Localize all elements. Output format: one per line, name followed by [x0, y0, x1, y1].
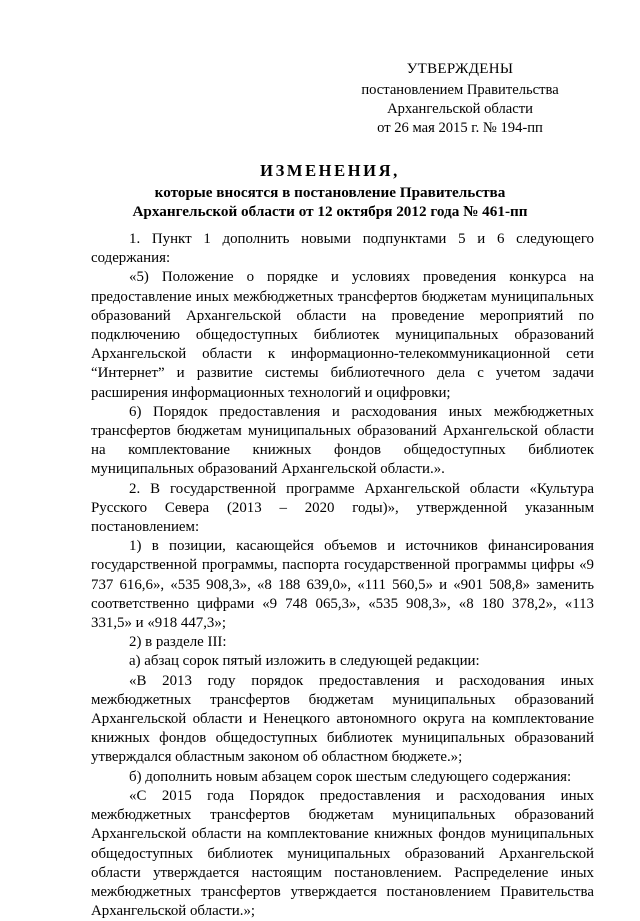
title-line-3: Архангельской области от 12 октября 2012 года № 461-пп: [132, 203, 528, 220]
paragraph: 1) в позиции, касающейся объемов и источников финансирования государственной программы, паспорта государственной программы цифры «9 737 616,6», «535 908,3», «8 188 639,0», «111 560,5» и «901 508,8» заменить соответственно цифрами «9 748 065,3», «535 908,3», «8 180 378,2», «113 331,5» и «918 447,3»;: [91, 538, 594, 632]
approval-heading: УТВЕРЖДЕНЫ: [406, 61, 514, 77]
paragraph: 1. Пункт 1 дополнить новыми подпунктами 5 и 6 следующего содержания:: [91, 231, 594, 267]
document-title: [60, 161, 600, 221]
paragraph: «В 2013 году порядок предоставления и расходования иных межбюджетных трансфертов бюджетам муниципальных образований Архангельской области и Ненецкого автономного округа на комплектование книжных фондов общедоступных библиотек муниципальных образований утверждался областным законом об областном бюджете.»;: [91, 672, 594, 766]
paragraph: а) абзац сорок пятый изложить в следующей редакции:: [129, 653, 480, 670]
paragraph: 2. В государственной программе Архангельской области «Культура Русского Севера (2013 – 2020 годы)», утвержденной указанным постановлением:: [91, 480, 594, 536]
paragraph: «С 2015 года Порядок предоставления и расходования иных межбюджетных трансфертов бюджетам муниципальных образований Архангельской области на комплектование книжных фондов муниципальных общедоступных библиотек муниципальных образований Архангельской области утверждается настоящим постановлением. Распределение иных межбюджетных трансфертов утверждается постановлением Правительства Архангельской области.»;: [91, 787, 594, 920]
paragraph: 2) в разделе III:: [129, 634, 227, 651]
approval-line-3: от 26 мая 2015 г. № 194-пп: [377, 120, 543, 136]
paragraph: «5) Положение о порядке и условиях проведения конкурса на предоставление иных межбюджетных трансфертов бюджетам муниципальных образований Архангельской области на проведение мероприятий по подключению общедоступных библиотек муниципальных образований Архангельской области к информационно-телекоммуникационной сети “Интернет” и развитие системы библиотечного дела с учетом задачи расширения информационных технологий и оцифровки;: [91, 269, 594, 401]
approval-line-1: постановлением Правительства: [361, 82, 559, 98]
document-body: [91, 230, 594, 921]
title-line-2: которые вносятся в постановление Правительства: [154, 184, 506, 201]
approval-stamp-block: [350, 60, 570, 138]
paragraph: 6) Порядок предоставления и расходования иных межбюджетных трансфертов бюджетам муниципальных образований Архангельской области на комплектование книжных фондов общедоступных библиотек муниципальных образований Архангельской области.».: [91, 403, 594, 478]
approval-line-2: Архангельской области: [387, 101, 533, 117]
paragraph: б) дополнить новым абзацем сорок шестым следующего содержания:: [129, 768, 572, 785]
title-line-1: ИЗМЕНЕНИЯ,: [260, 161, 400, 180]
